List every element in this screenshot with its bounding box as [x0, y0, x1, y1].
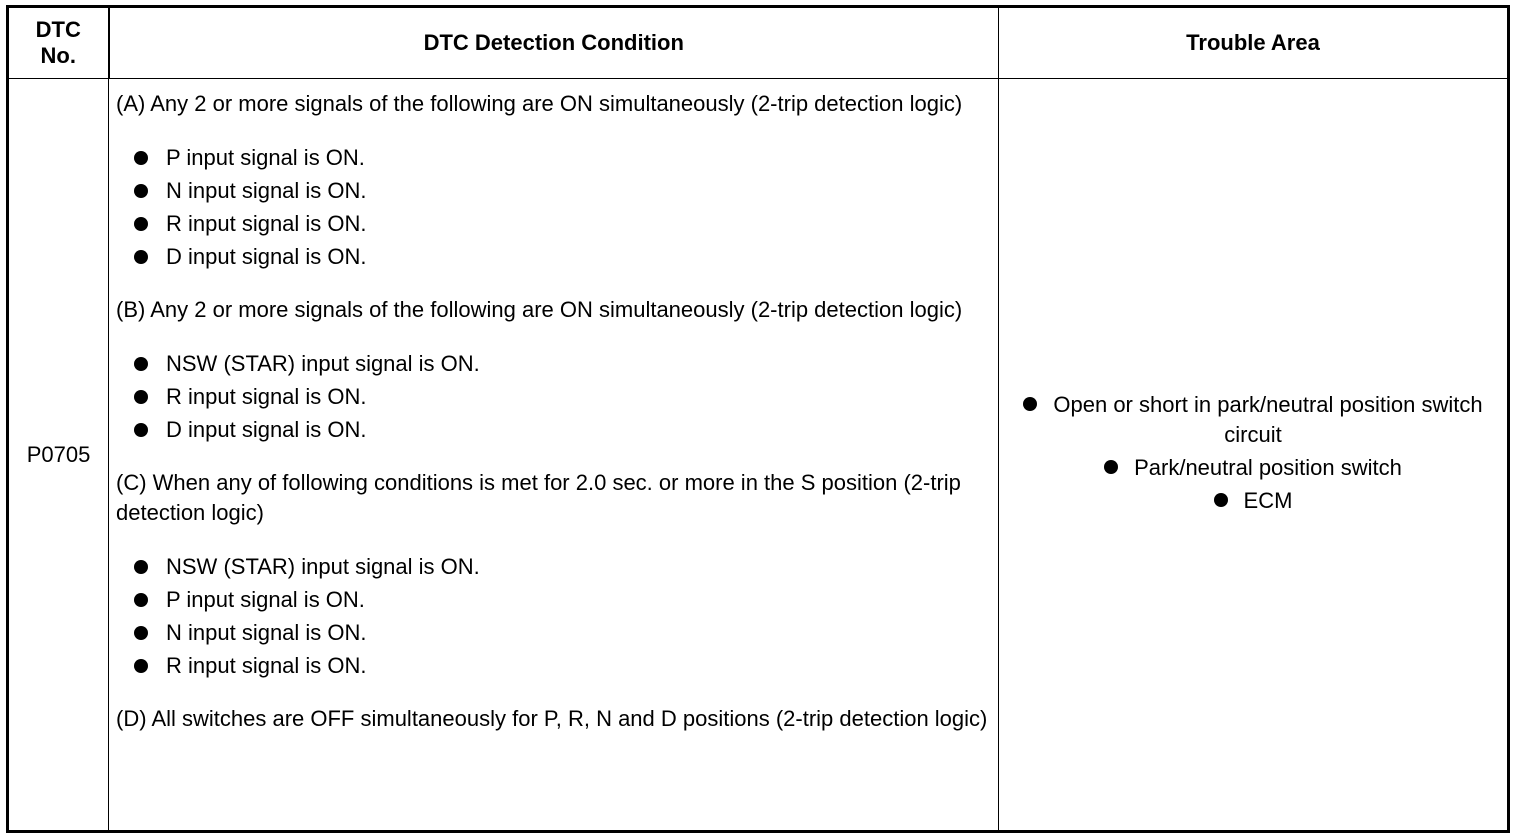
detection-condition-cell — [109, 79, 999, 832]
dtc-code: P0705 — [26, 441, 91, 467]
list-item — [116, 583, 998, 616]
list-item — [1015, 390, 1491, 450]
condition-a-list — [116, 141, 998, 273]
list-item — [116, 207, 998, 240]
list-item — [116, 141, 998, 174]
list-item — [1015, 453, 1491, 483]
trouble-area-text: Open or short in park/neutral position switch circuit — [1053, 392, 1483, 447]
header-dtc-no — [8, 7, 109, 79]
list-item-text: D input signal is ON. — [166, 244, 367, 269]
list-item — [116, 174, 998, 207]
dtc-table — [6, 5, 1510, 833]
condition-d-heading: (D) All switches are OFF simultaneously for P, R, N and D positions (2-trip detection logic) — [116, 706, 988, 731]
list-item-text: R input signal is ON. — [166, 211, 367, 236]
list-item-text: D input signal is ON. — [166, 417, 367, 442]
list-item — [116, 550, 998, 583]
list-item-text: P input signal is ON. — [166, 587, 365, 612]
list-item-text: NSW (STAR) input signal is ON. — [166, 351, 480, 376]
list-item-text: R input signal is ON. — [166, 384, 367, 409]
bullet-icon — [134, 357, 148, 371]
bullet-icon — [134, 626, 148, 640]
bullet-icon — [134, 184, 148, 198]
trouble-area-cell — [999, 79, 1509, 832]
list-item — [116, 616, 998, 649]
bullet-icon — [134, 423, 148, 437]
condition-b-heading: (B) Any 2 or more signals of the following are ON simultaneously (2-trip detection logic) — [116, 297, 963, 322]
header-trouble-area: Trouble Area — [999, 7, 1509, 79]
header-dtc-no-line2: No. — [40, 43, 76, 68]
bullet-icon — [134, 217, 148, 231]
bullet-icon — [1023, 397, 1037, 411]
list-item — [116, 413, 998, 446]
bullet-icon — [1214, 493, 1228, 507]
bullet-icon — [134, 659, 148, 673]
list-item — [116, 649, 998, 682]
list-item — [116, 240, 998, 273]
bullet-icon — [134, 390, 148, 404]
bullet-icon — [134, 151, 148, 165]
bullet-icon — [134, 250, 148, 264]
condition-c-heading: (C) When any of following conditions is met for 2.0 sec. or more in the S position (2-trip detection logic) — [116, 470, 961, 525]
condition-a-heading: (A) Any 2 or more signals of the following are ON simultaneously (2-trip detection logic) — [116, 91, 963, 116]
trouble-area-text: ECM — [1243, 488, 1293, 513]
list-item-text: NSW (STAR) input signal is ON. — [166, 554, 480, 579]
list-item-text: P input signal is ON. — [166, 145, 365, 170]
list-item — [116, 380, 998, 413]
header-detection-condition: DTC Detection Condition — [109, 7, 999, 79]
trouble-area-list — [1015, 390, 1491, 516]
condition-b-list — [116, 347, 998, 446]
bullet-icon — [1104, 460, 1118, 474]
bullet-icon — [134, 560, 148, 574]
header-dtc-no-line1: DTC — [35, 17, 81, 42]
trouble-area-text: Park/neutral position switch — [1134, 455, 1402, 480]
list-item-text: N input signal is ON. — [166, 620, 367, 645]
bullet-icon — [134, 593, 148, 607]
list-item — [116, 347, 998, 380]
table-row — [8, 79, 1509, 832]
condition-c-list — [116, 550, 998, 682]
list-item — [1015, 486, 1491, 516]
table-header-row — [8, 7, 1509, 79]
list-item-text: R input signal is ON. — [166, 653, 367, 678]
dtc-code-cell — [8, 79, 109, 832]
list-item-text: N input signal is ON. — [166, 178, 367, 203]
